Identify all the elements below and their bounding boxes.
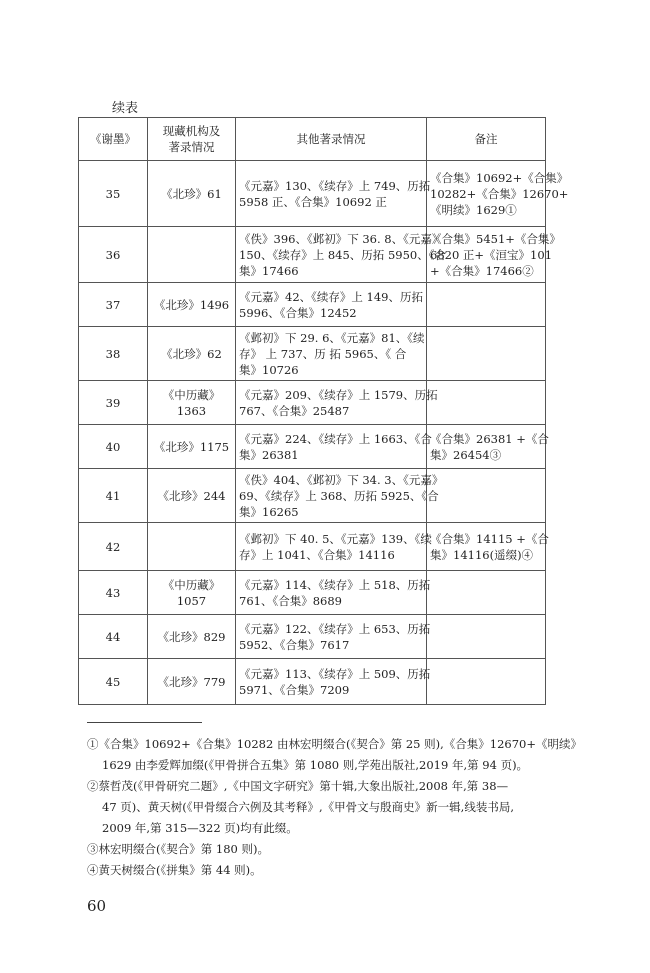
cell-text-line: 《合集》10692+《合集》 [430, 170, 569, 185]
cell-text-line: 《元嘉》224、《续存》上 1663、《合 [239, 431, 432, 446]
cell-other-records [236, 283, 427, 327]
cell-text-line: 《邺初》下 40. 5、《元嘉》139、《续 [239, 531, 432, 546]
cell-text-line: 《佚》396、《邺初》下 36. 8、《元嘉》 [239, 231, 444, 246]
cell-number: 39 [79, 381, 148, 425]
cell-text-line: 《元嘉》209、《续存》上 1579、历拓 [239, 387, 438, 402]
header-text: 备注 [474, 132, 498, 146]
cell-number: 36 [79, 227, 148, 283]
cell-other-records [236, 381, 438, 425]
cell-text-line: 《合集》5451+《合集》 [430, 231, 561, 246]
table-header-row [79, 118, 546, 161]
cell-text-line: 《邺初》下 29. 6、《元嘉》81、《续 [239, 330, 425, 345]
cell-other-records [236, 327, 427, 381]
footnote-3 [87, 839, 557, 860]
page-number: 60 [87, 897, 107, 915]
table-row [79, 227, 546, 283]
cell-text-line: 《元嘉》42、《续存》上 149、历拓 [239, 289, 423, 304]
header-institution [148, 118, 236, 161]
cell-text-line: 5996、《合集》12452 [239, 305, 357, 320]
cell-number: 35 [79, 161, 148, 227]
table-caption: 续表 [112, 101, 139, 116]
cell-remarks [427, 425, 549, 469]
footnote-text-line: ④黄天树缀合(《拼集》第 44 则)。 [87, 863, 262, 877]
cell-number: 45 [79, 659, 148, 705]
cell-institution: 《北珍》1496 [148, 283, 236, 327]
cell-remarks [427, 381, 546, 425]
table-row [79, 659, 546, 705]
cell-number: 43 [79, 571, 148, 615]
header-remarks [427, 118, 546, 161]
table-row [79, 327, 546, 381]
footnote-text-line: 47 页)、黄天树(《甲骨缀合六例及其考释》,《甲骨文与殷商史》新一辑,线装书局, [102, 800, 514, 814]
footnote-text-line: 1629 由李爱辉加缀(《甲骨拼合五集》第 1080 则,学苑出版社,2019 年,第 94 页)。 [102, 758, 529, 772]
cell-remarks [427, 327, 546, 381]
header-xiemo [79, 118, 148, 161]
cell-text-line: 存》 上 737、历 拓 5965、《 合 [239, 346, 407, 361]
cell-remarks [427, 571, 546, 615]
table-row [79, 615, 546, 659]
cell-text-line: 集》16265 [239, 504, 299, 519]
footnote-4 [87, 860, 557, 881]
footnotes [87, 734, 582, 881]
cell-number: 38 [79, 327, 148, 381]
cell-text-line: 761、《合集》8689 [239, 593, 342, 608]
table-row [79, 425, 546, 469]
cell-text-line: 5971、《合集》7209 [239, 682, 350, 697]
cell-text-line: 集》14116(遥缀)④ [430, 547, 534, 562]
cell-remarks [427, 659, 546, 705]
cell-institution: 《北珍》244 [148, 469, 236, 523]
cell-text-line: 767、《合集》25487 [239, 403, 350, 418]
table-row [79, 161, 546, 227]
cell-text-line: 150、《续存》上 845、历拓 5950、《合 [239, 247, 446, 262]
cell-text-line: 5952、《合集》7617 [239, 637, 350, 652]
table-row [79, 523, 546, 571]
footnote-divider [87, 722, 202, 723]
cell-other-records [236, 615, 431, 659]
table-row [79, 283, 546, 327]
cell-institution: 《北珍》61 [148, 161, 236, 227]
cell-text-line: 《明续》1629① [430, 202, 517, 217]
cell-text-line: 69、《续存》上 368、历拓 5925、《合 [239, 488, 439, 503]
cell-text-line: 集》26454③ [430, 447, 502, 462]
cell-number: 40 [79, 425, 148, 469]
cell-institution: 《中历藏》1057 [148, 571, 236, 615]
header-text: 现藏机构及 [162, 124, 221, 138]
cell-remarks [427, 227, 561, 283]
table-row [79, 469, 546, 523]
footnote-1 [87, 734, 582, 776]
footnote-2 [87, 776, 557, 839]
cell-number: 44 [79, 615, 148, 659]
cell-text-line: 存》上 1041、《合集》14116 [239, 547, 395, 562]
footnote-text-line: ②蔡哲茂(《甲骨研究二题》,《中国文字研究》第十辑,大象出版社,2008 年,第 38— [87, 779, 509, 793]
cell-remarks [427, 161, 569, 227]
cell-text-line: 10282+《合集》12670+ [430, 186, 569, 201]
cell-text-line: 《合集》26381 +《合 [430, 431, 549, 446]
footnote-text-line: 2009 年,第 315—322 页)均有此缀。 [102, 821, 298, 835]
cell-text-line: +《合集》17466② [430, 263, 534, 278]
cell-text-line: 《元嘉》122、《续存》上 653、历拓 [239, 621, 431, 636]
cell-text-line: 《元嘉》114、《续存》上 518、历拓 [239, 577, 431, 592]
records-table [78, 117, 569, 705]
cell-institution: 《北珍》1175 [148, 425, 236, 469]
cell-remarks [427, 615, 546, 659]
header-text: 其他著录情况 [296, 132, 366, 146]
cell-institution: 《北珍》62 [148, 327, 236, 381]
cell-other-records [236, 425, 432, 469]
cell-other-records [236, 659, 431, 705]
cell-remarks [427, 523, 549, 571]
cell-institution: 《北珍》779 [148, 659, 236, 705]
cell-text-line: 《元嘉》130、《续存》上 749、历拓 [239, 178, 431, 193]
cell-number: 41 [79, 469, 148, 523]
cell-number: 37 [79, 283, 148, 327]
cell-text-line: 6820 正+《洹宝》101 [430, 247, 553, 262]
cell-text-line: 《合集》14115 +《合 [430, 531, 549, 546]
cell-other-records [236, 523, 432, 571]
cell-other-records [236, 469, 444, 523]
cell-text-line: 集》26381 [239, 447, 299, 462]
cell-text-line: 《佚》404、《邺初》下 34. 3、《元嘉》 [239, 472, 444, 487]
header-text: 《谢墨》 [90, 132, 136, 146]
cell-institution: 《北珍》829 [148, 615, 236, 659]
table-body [79, 161, 569, 705]
cell-text-line: 5958 正、《合集》10692 正 [239, 194, 387, 209]
header-other-records [236, 118, 427, 161]
footnote-text-line: ③林宏明缀合(《契合》第 180 则)。 [87, 842, 269, 856]
table-row [79, 571, 546, 615]
header-text: 著录情况 [168, 140, 215, 154]
cell-institution: 《中历藏》1363 [148, 381, 236, 425]
table-row [79, 381, 546, 425]
cell-text-line: 《元嘉》113、《续存》上 509、历拓 [239, 666, 431, 681]
cell-other-records [236, 227, 446, 283]
cell-other-records [236, 161, 431, 227]
cell-remarks [427, 283, 546, 327]
cell-institution [148, 523, 236, 571]
cell-institution [148, 227, 236, 283]
cell-text-line: 集》10726 [239, 362, 299, 377]
footnote-text-line: ①《合集》10692+《合集》10282 由林宏明缀合(《契合》第 25 则),《合集》12670+《明续》 [87, 737, 582, 751]
cell-other-records [236, 571, 431, 615]
cell-number: 42 [79, 523, 148, 571]
cell-text-line: 集》17466 [239, 263, 299, 278]
cell-remarks [427, 469, 546, 523]
